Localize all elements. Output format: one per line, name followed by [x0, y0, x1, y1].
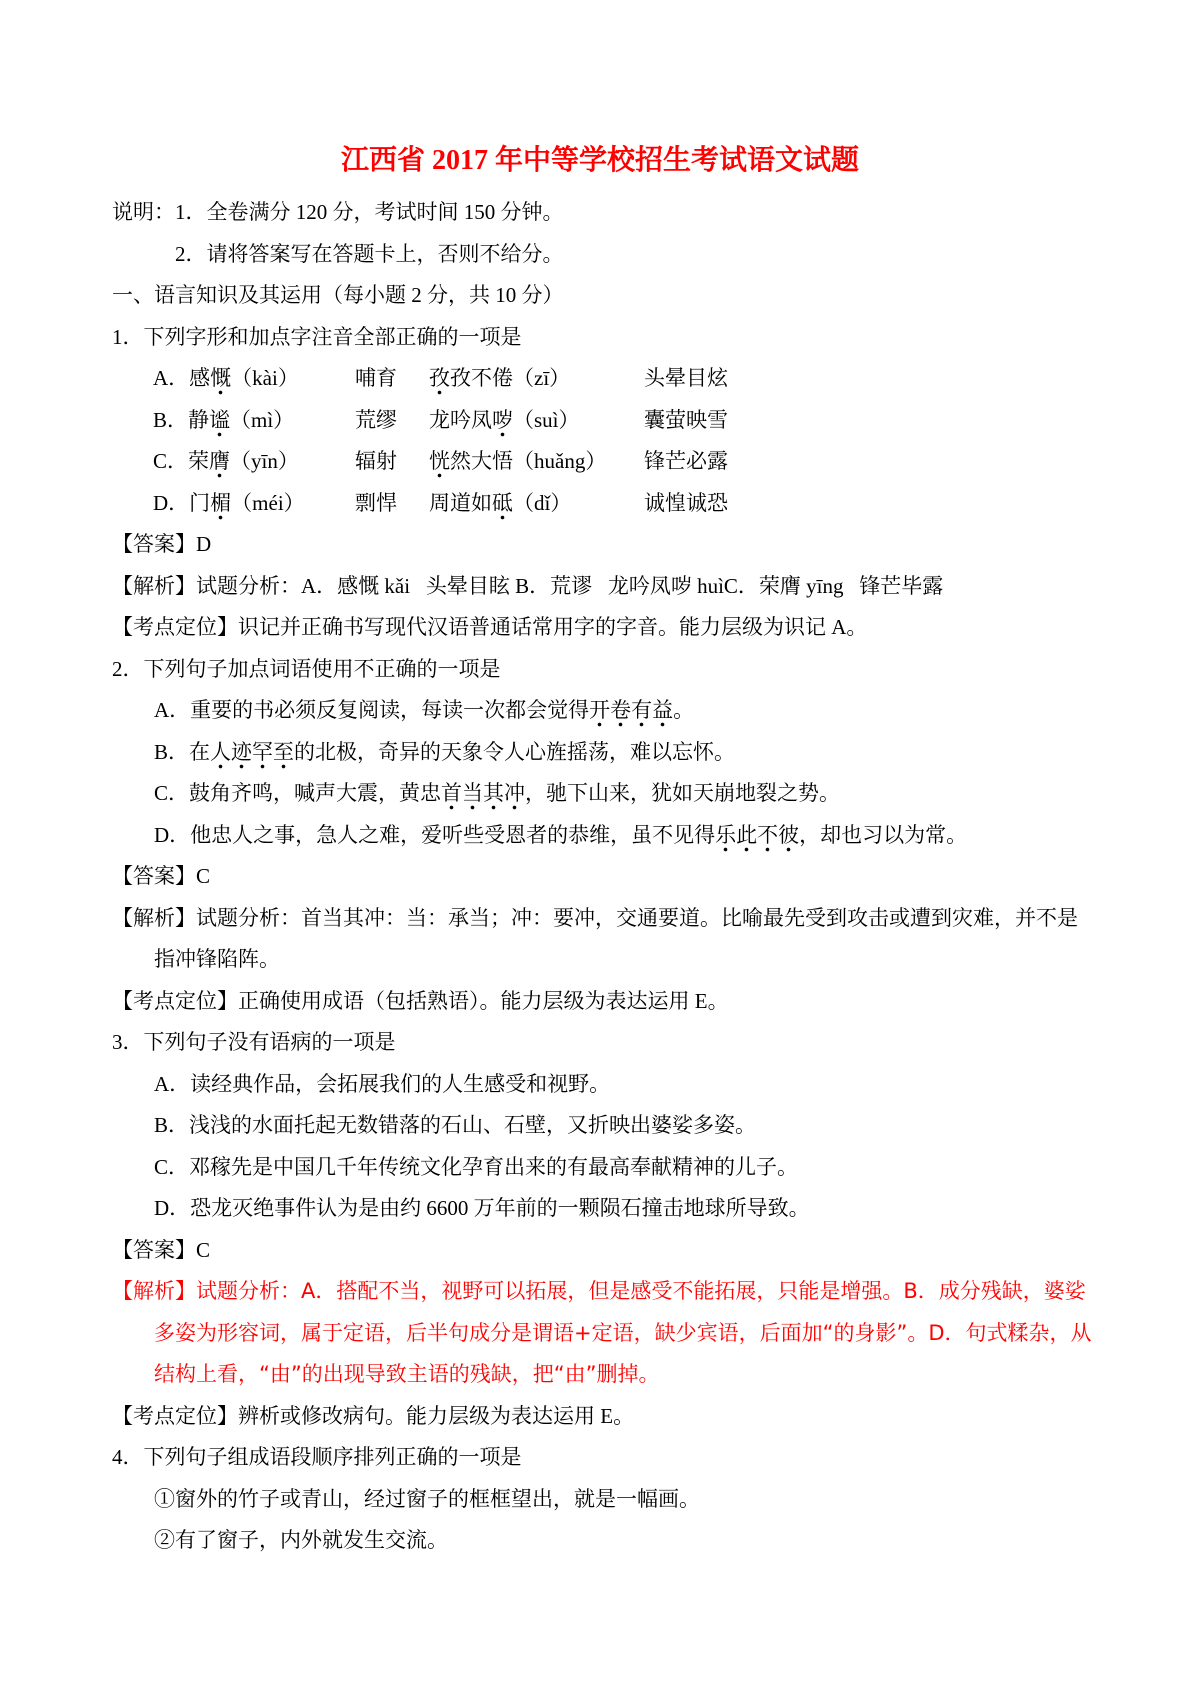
question-stem: 2．下列句子加点词语使用不正确的一项是	[112, 656, 501, 681]
q3-option-b	[112, 1105, 1112, 1147]
option-word-3	[429, 358, 570, 400]
exam-content	[112, 192, 1112, 1562]
option-label: D．	[153, 490, 190, 515]
instructions-text: 2．请将答案写在答题卡上，否则不给分。	[175, 241, 564, 266]
instructions-line-2	[112, 234, 1112, 276]
dotted-char: 砥	[492, 491, 513, 520]
q2-analysis-line-1	[112, 898, 1112, 940]
section-heading-text: 一、语言知识及其运用（每小题 2 分，共 10 分）	[112, 283, 564, 307]
option-text: A．读经典作品，会拓展我们的人生感受和视野。	[154, 1071, 611, 1096]
option-text: ，驰下山来，犹如天崩地裂之势。	[525, 781, 841, 805]
q2-analysis-line-2	[112, 939, 1112, 981]
q1-analysis	[112, 566, 1112, 608]
q3-point	[112, 1396, 1112, 1438]
analysis-text: 【解析】试题分析：首当其冲：当：承当；冲：要冲，交通要道。比喻最先受到攻击或遭到灾难，并不是	[112, 905, 1078, 930]
analysis-text: 【解析】试题分析：A．感慨 kǎi 头晕目眩 B．荒谬 龙吟凤哕 huìC．荣膺 yīng 锋芒毕露	[112, 573, 944, 598]
option-text: 静	[188, 407, 210, 432]
item-text: ①窗外的竹子或青山，经过窗子的框框望出，就是一幅画。	[154, 1486, 700, 1511]
option-text: B．在	[154, 739, 211, 764]
dotted-char: 慨	[210, 366, 231, 395]
instructions-line-1	[112, 192, 1112, 234]
q3-option-d	[112, 1188, 1112, 1230]
option-word-1	[153, 400, 294, 442]
option-text: D．恐龙灭绝事件认为是由约 6600 万年前的一颗陨石撞击地球所导致。	[154, 1196, 810, 1220]
option-text: 感	[189, 366, 211, 390]
option-word-4: 诚惶诚恐	[644, 490, 728, 515]
option-text: （mì）	[230, 407, 295, 432]
option-text: 荣	[188, 449, 210, 473]
point-text: 【考点定位】辨析或修改病句。能力层级为表达运用 E。	[112, 1403, 635, 1428]
q1-answer	[112, 524, 1112, 566]
option-text: 门	[189, 490, 211, 515]
q1-option-d	[112, 483, 1112, 525]
option-word-4: 囊萤映雪	[644, 407, 728, 432]
q1-point	[112, 607, 1112, 649]
answer-text: 【答案】C	[112, 1237, 211, 1262]
q4-item-1	[112, 1479, 1112, 1521]
q3-analysis-line-1	[112, 1271, 1112, 1313]
option-word-1	[153, 358, 299, 400]
q3-option-c	[112, 1147, 1112, 1189]
option-word-2: 辐射	[355, 449, 397, 473]
option-text: 孜不倦（zī）	[450, 366, 571, 390]
option-text: A．重要的书必须反复阅读，每读一次都会觉得	[154, 698, 590, 722]
point-text: 【考点定位】识记并正确书写现代汉语普通话常用字的字音。能力层级为识记 A。	[112, 615, 868, 639]
option-text: D．他忠人之事，急人之难，爱听些受恩者的恭维，虽不见得	[154, 822, 716, 847]
option-text: （méi）	[231, 490, 305, 515]
analysis-text: 结构上看，“由”的出现导致主语的残缺，把“由”删掉。	[154, 1362, 660, 1386]
option-text: C．邓稼先是中国几千年传统文化孕育出来的有最高奉献精神的儿子。	[154, 1154, 799, 1179]
q1-option-c	[112, 441, 1112, 483]
option-word-3	[429, 400, 580, 442]
option-word-4: 锋芒必露	[644, 449, 728, 473]
option-text: （suì）	[513, 407, 580, 432]
option-word-3	[429, 441, 606, 483]
option-text: 然大悟（huǎng）	[450, 449, 607, 473]
question-stem: 3．下列句子没有语病的一项是	[112, 1030, 396, 1054]
option-word-4: 头晕目炫	[644, 366, 728, 390]
question-3-stem	[112, 1022, 1112, 1064]
q1-option-a	[112, 358, 1112, 400]
option-text: B．浅浅的水面托起无数错落的石山、石壁，又折映出婆娑多姿。	[154, 1113, 757, 1137]
q3-analysis-line-3	[112, 1354, 1112, 1396]
option-text: 。	[673, 698, 695, 722]
option-text: 的北极，奇异的天象令人心旌摇荡，难以忘怀。	[294, 739, 736, 764]
dotted-char: 膺	[209, 449, 230, 478]
q2-point	[112, 981, 1112, 1023]
q2-option-b	[112, 732, 1112, 774]
q3-analysis-line-2	[112, 1313, 1112, 1355]
instructions-text: 说明：1．全卷满分 120 分，考试时间 150 分钟。	[112, 200, 564, 224]
option-text: C．鼓角齐鸣，喊声大震，黄忠	[154, 781, 442, 805]
option-text: ，却也习以为常。	[799, 822, 968, 847]
dotted-char: 孜	[429, 366, 450, 395]
dotted-phrase: 乐此不彼	[715, 823, 799, 852]
option-text: （dǐ）	[513, 490, 572, 515]
dotted-char: 谧	[209, 408, 230, 437]
dotted-char: 哕	[492, 408, 513, 437]
item-text: ②有了窗子，内外就发生交流。	[154, 1528, 448, 1552]
q3-answer	[112, 1230, 1112, 1272]
question-stem: 4．下列句子组成语段顺序排列正确的一项是	[112, 1445, 522, 1469]
analysis-text: 【解析】试题分析：A．搭配不当，视野可以拓展，但是感受不能拓展，只能是增强。B．成分残缺，婆娑	[112, 1279, 1086, 1303]
answer-text: 【答案】D	[112, 532, 212, 556]
analysis-text: 指冲锋陷阵。	[154, 947, 280, 971]
question-4-stem	[112, 1437, 1112, 1479]
question-2-stem	[112, 649, 1112, 691]
option-word-2: 剽悍	[355, 490, 397, 515]
answer-text: 【答案】C	[112, 864, 211, 888]
q2-option-a	[112, 690, 1112, 732]
option-text: 龙吟凤	[429, 407, 492, 432]
q2-option-c	[112, 773, 1112, 815]
question-1-stem	[112, 317, 1112, 359]
dotted-phrase: 人迹罕至	[210, 740, 294, 769]
section-heading	[112, 275, 1112, 317]
q1-option-b	[112, 400, 1112, 442]
q3-option-a	[112, 1064, 1112, 1106]
dotted-phrase: 开卷有益	[589, 698, 673, 727]
page-title: 江西省 2017 年中等学校招生考试语文试题	[340, 145, 859, 176]
option-word-2: 荒缪	[355, 407, 397, 432]
dotted-char: 恍	[429, 449, 450, 478]
q2-option-d	[112, 815, 1112, 857]
option-text: （kài）	[231, 366, 299, 390]
q2-answer	[112, 856, 1112, 898]
dotted-phrase: 首当其冲	[441, 781, 525, 810]
option-word-1	[153, 441, 299, 483]
question-stem: 1．下列字形和加点字注音全部正确的一项是	[112, 324, 522, 349]
option-word-1	[153, 483, 305, 525]
option-word-2: 哺育	[355, 366, 397, 390]
option-text: 周道如	[429, 490, 492, 515]
option-text: （yīn）	[230, 449, 299, 473]
q4-item-2	[112, 1520, 1112, 1562]
option-label: A．	[153, 366, 190, 390]
dotted-char: 楣	[210, 491, 231, 520]
option-label: B．	[153, 407, 189, 432]
option-label: C．	[153, 449, 189, 473]
point-text: 【考点定位】正确使用成语（包括熟语）。能力层级为表达运用 E。	[112, 988, 729, 1013]
option-word-3	[429, 483, 571, 525]
analysis-text: 多姿为形容词，属于定语，后半句成分是谓语+定语，缺少宾语，后面加“的身影”。D．句式糅杂，从	[154, 1320, 1092, 1345]
